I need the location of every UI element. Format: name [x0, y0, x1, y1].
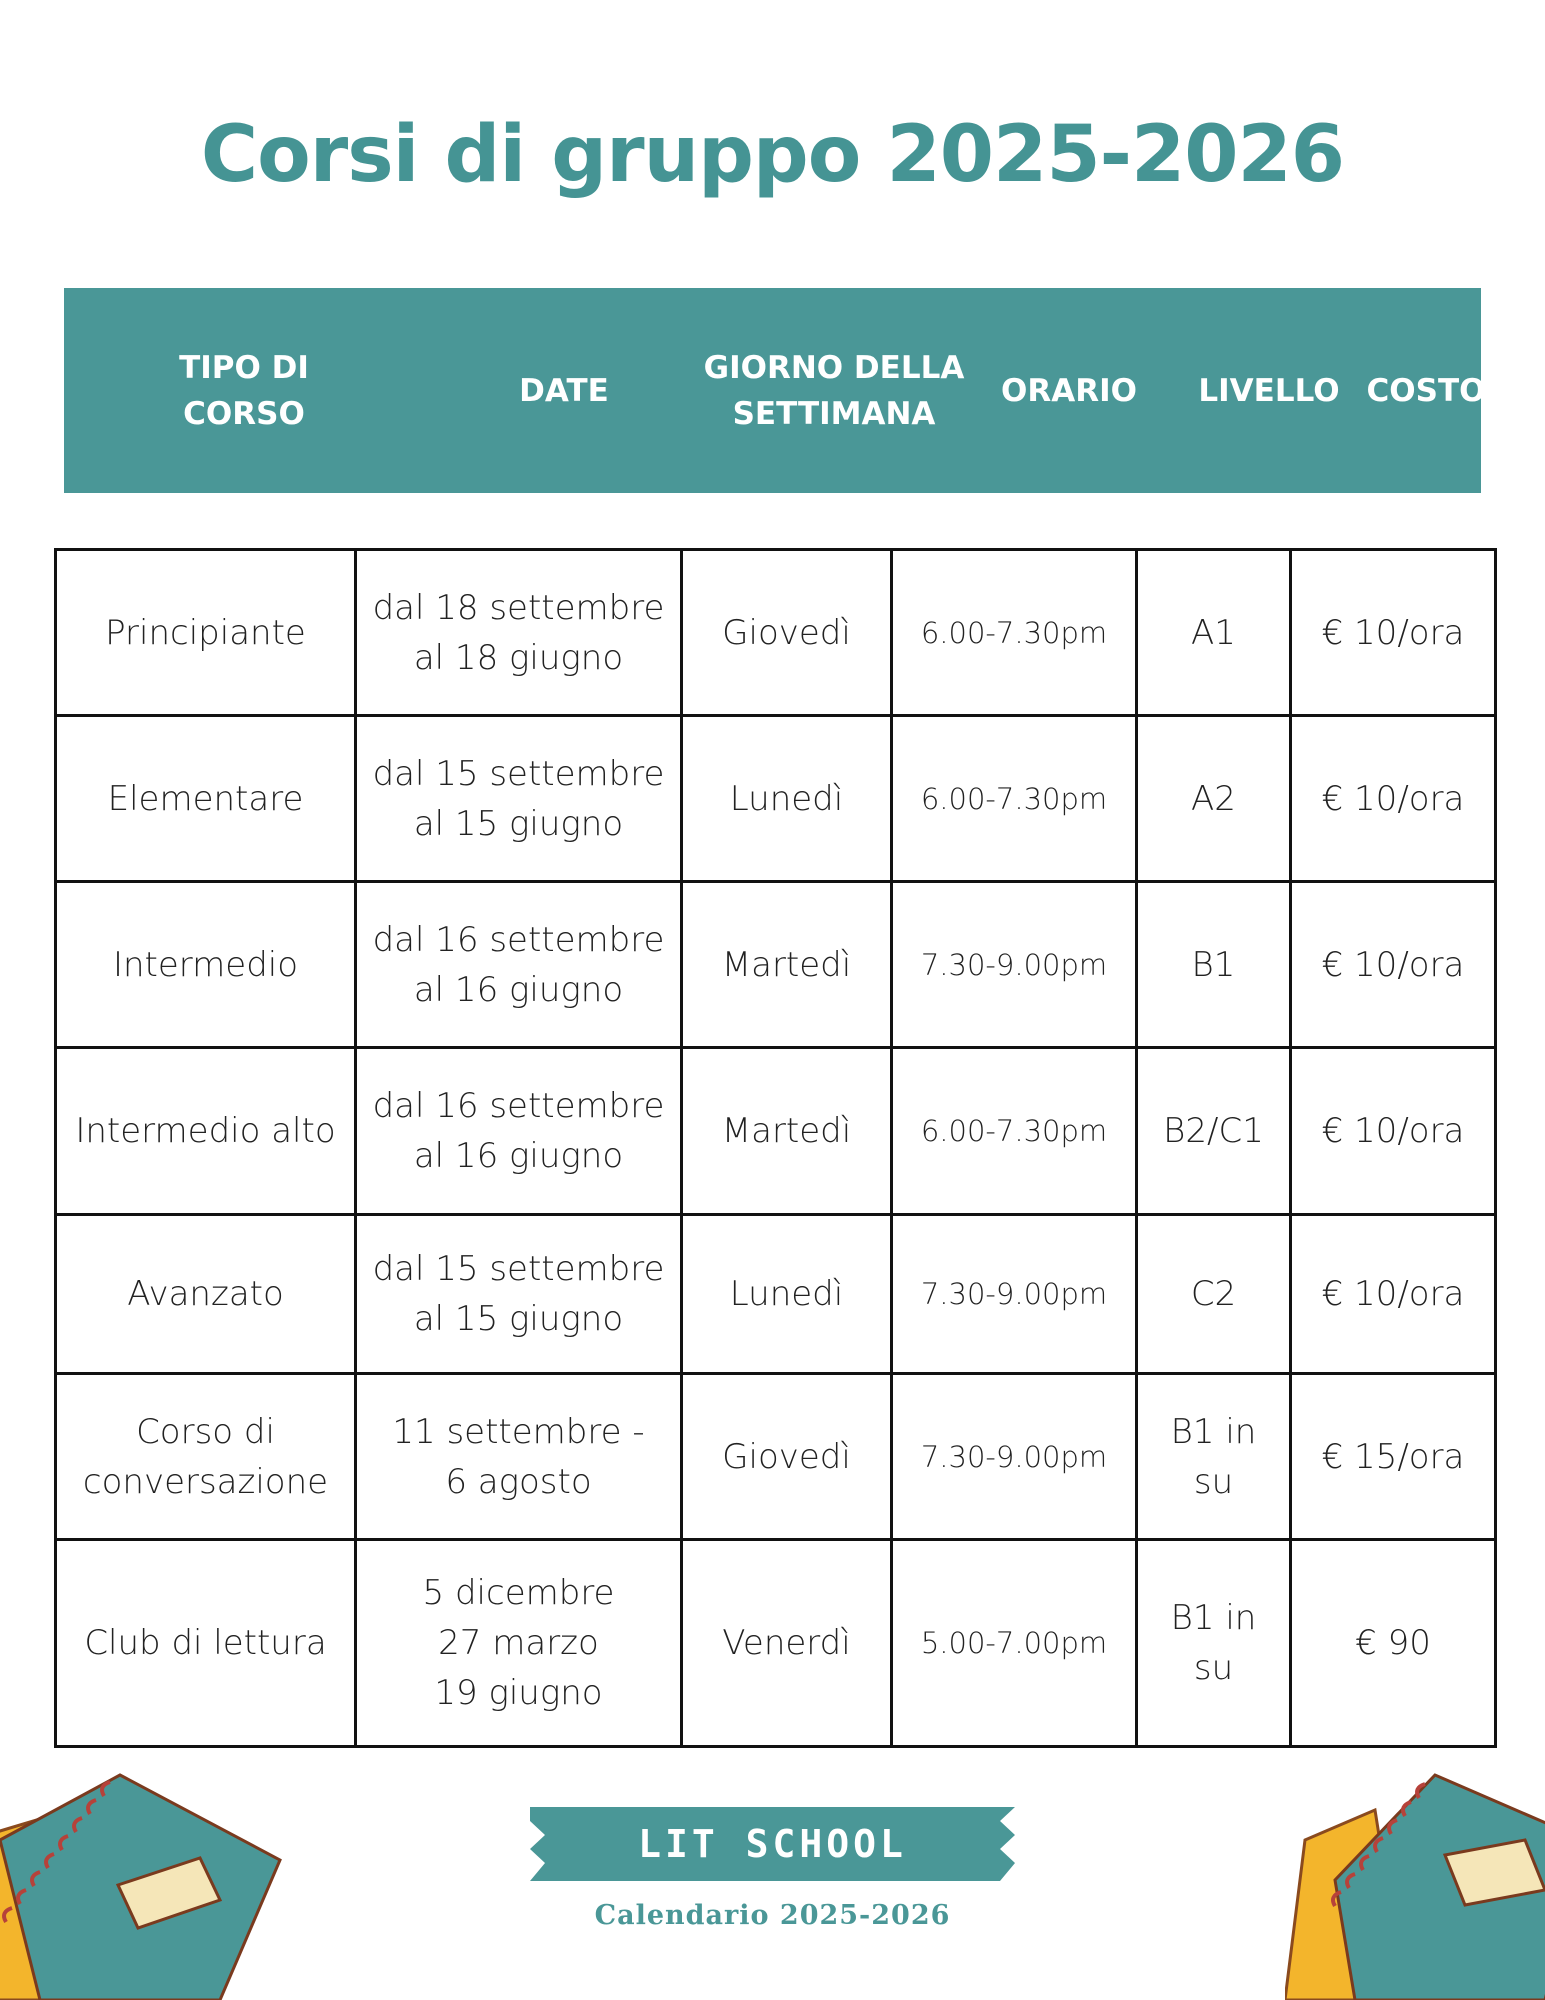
header-orario: ORARIO [1001, 372, 1137, 409]
cell-costo: € 10/ora [1291, 1048, 1496, 1215]
cell-giorno: Lunedì [682, 716, 892, 882]
cell-date: 11 settembre - 6 agosto [356, 1374, 682, 1540]
cell-costo: € 15/ora [1291, 1374, 1496, 1540]
cell-tipo: Club di lettura [56, 1540, 356, 1747]
cell-orario: 7.30-9.00pm [892, 882, 1137, 1048]
header-livello: LIVELLO [1198, 372, 1340, 409]
cell-date: dal 16 settembre al 16 giugno [356, 882, 682, 1048]
cell-date: dal 18 settembre al 18 giugno [356, 550, 682, 716]
cell-livello: B1 in su [1137, 1374, 1291, 1540]
cell-costo: € 90 [1291, 1540, 1496, 1747]
cell-tipo: Principiante [56, 550, 356, 716]
cell-giorno: Martedì [682, 1048, 892, 1215]
calendar-subtitle: Calendario 2025-2026 [594, 1900, 951, 1931]
page-title: Corsi di gruppo 2025-2026 [200, 110, 1345, 200]
cell-orario: 7.30-9.00pm [892, 1374, 1137, 1540]
header-giorno: GIORNO DELLA SETTIMANA [703, 349, 965, 432]
table-row [56, 716, 1496, 882]
table-row [56, 1374, 1496, 1540]
cell-giorno: Venerdì [682, 1540, 892, 1747]
table-row [56, 882, 1496, 1048]
table-row [56, 1215, 1496, 1374]
school-name: LIT SCHOOL [638, 1822, 907, 1866]
notebook-icon [1285, 1770, 1545, 2000]
cell-orario: 6.00-7.30pm [892, 716, 1137, 882]
cell-livello: B1 [1137, 882, 1291, 1048]
cell-tipo: Avanzato [56, 1215, 356, 1374]
cell-giorno: Giovedì [682, 550, 892, 716]
table-row [56, 1048, 1496, 1215]
cell-livello: A1 [1137, 550, 1291, 716]
cell-date: dal 16 settembre al 16 giugno [356, 1048, 682, 1215]
cell-orario: 6.00-7.30pm [892, 550, 1137, 716]
cell-livello: C2 [1137, 1215, 1291, 1374]
cell-date: dal 15 settembre al 15 giugno [356, 716, 682, 882]
cell-date: 5 dicembre 27 marzo 19 giugno [356, 1540, 682, 1747]
cell-orario: 6.00-7.30pm [892, 1048, 1137, 1215]
table-row [56, 1540, 1496, 1747]
cell-livello: B1 in su [1137, 1540, 1291, 1747]
cell-giorno: Lunedì [682, 1215, 892, 1374]
header-date: DATE [519, 372, 609, 409]
cell-livello: B2/C1 [1137, 1048, 1291, 1215]
cell-livello: A2 [1137, 716, 1291, 882]
cell-tipo: Intermedio alto [56, 1048, 356, 1215]
cell-date: dal 15 settembre al 15 giugno [356, 1215, 682, 1374]
cell-tipo: Corso di conversazione [56, 1374, 356, 1540]
cell-tipo: Elementare [56, 716, 356, 882]
cell-orario: 7.30-9.00pm [892, 1215, 1137, 1374]
cell-costo: € 10/ora [1291, 716, 1496, 882]
cell-costo: € 10/ora [1291, 550, 1496, 716]
header-tipo-di-corso: TIPO DI CORSO [179, 349, 309, 432]
cell-giorno: Giovedì [682, 1374, 892, 1540]
table-row [56, 550, 1496, 716]
cell-costo: € 10/ora [1291, 882, 1496, 1048]
header-costo: COSTO [1366, 372, 1486, 409]
notebook-icon [0, 1770, 290, 2000]
cell-costo: € 10/ora [1291, 1215, 1496, 1374]
cell-tipo: Intermedio [56, 882, 356, 1048]
cell-giorno: Martedì [682, 882, 892, 1048]
courses-table [54, 548, 1497, 1748]
table-header-bar [64, 288, 1486, 493]
cell-orario: 5.00-7.00pm [892, 1540, 1137, 1747]
